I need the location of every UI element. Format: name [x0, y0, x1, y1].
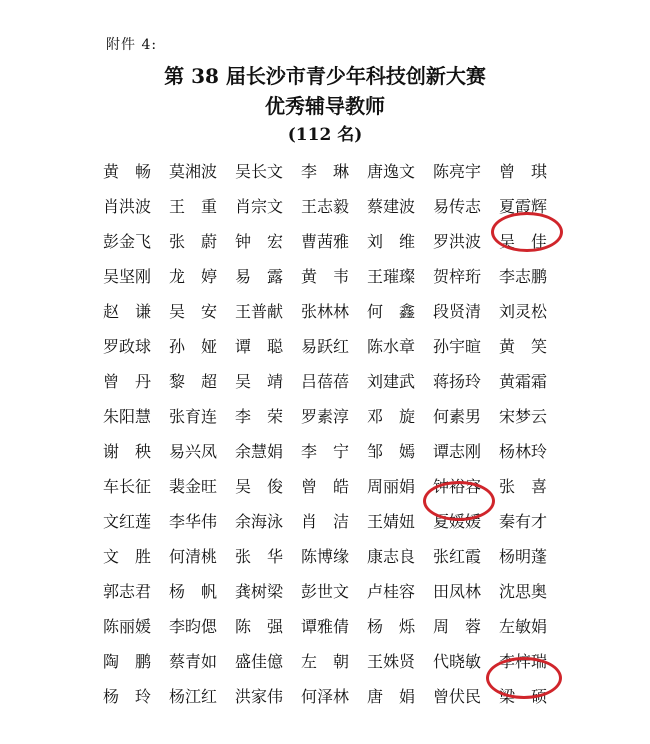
teacher-name: 余海泳	[235, 511, 284, 531]
teacher-name: 罗洪波	[433, 231, 482, 251]
teacher-name: 孙娅	[169, 336, 234, 356]
teacher-name: 夏霞辉	[499, 196, 548, 216]
teacher-name: 刘维	[367, 231, 432, 251]
teacher-name: 杨江红	[169, 686, 218, 706]
teacher-name: 洪家伟	[235, 686, 284, 706]
teacher-name: 曾丹	[103, 371, 168, 391]
teacher-name: 杨玲	[103, 686, 168, 706]
teacher-name: 蔡青如	[169, 651, 218, 671]
teacher-name: 邓旋	[367, 406, 432, 426]
teacher-name: 曾皓	[301, 476, 366, 496]
teacher-name: 卢桂容	[367, 581, 416, 601]
teacher-name: 沈思奥	[499, 581, 548, 601]
teacher-name: 唐逸文	[367, 161, 416, 181]
teacher-name: 田凤林	[433, 581, 482, 601]
teacher-name: 车长征	[103, 476, 152, 496]
teacher-name: 吴坚刚	[103, 266, 152, 286]
teacher-name: 何泽林	[301, 686, 350, 706]
teacher-name: 肖宗文	[235, 196, 284, 216]
teacher-name: 易露	[235, 266, 300, 286]
teacher-name: 何清桃	[169, 546, 218, 566]
teacher-name: 李志鹏	[499, 266, 548, 286]
teacher-name: 王志毅	[301, 196, 350, 216]
teacher-name: 李华伟	[169, 511, 218, 531]
teacher-name: 张喜	[499, 476, 564, 496]
teacher-name: 谭雅倩	[301, 616, 350, 636]
teacher-count: (112 名)	[287, 125, 363, 145]
teacher-name: 曾琪	[499, 161, 564, 181]
teacher-name: 李琳	[301, 161, 366, 181]
page-title: 第 38 届长沙市青少年科技创新大赛	[164, 64, 486, 88]
teacher-name: 王璀璨	[367, 266, 416, 286]
teacher-name: 李昀偲	[169, 616, 218, 636]
teacher-name: 杨帆	[169, 581, 234, 601]
teacher-name: 何素男	[433, 406, 482, 426]
teacher-name: 张华	[235, 546, 300, 566]
teacher-name: 谭志刚	[433, 441, 482, 461]
teacher-name: 杨林玲	[499, 441, 548, 461]
teacher-name: 肖洁	[301, 511, 366, 531]
teacher-name: 黄霜霜	[499, 371, 548, 391]
teacher-name: 张育连	[169, 406, 218, 426]
teacher-name: 谢秧	[103, 441, 168, 461]
teacher-name: 罗政球	[103, 336, 152, 356]
teacher-name: 盛佳億	[235, 651, 284, 671]
teacher-name: 罗素淳	[301, 406, 350, 426]
teacher-name: 吴安	[169, 301, 234, 321]
teacher-name: 王重	[169, 196, 234, 216]
teacher-name: 陈亮宇	[433, 161, 482, 181]
teacher-name: 左朝	[301, 651, 366, 671]
teacher-name: 陈丽媛	[103, 616, 152, 636]
teacher-name: 陈水章	[367, 336, 416, 356]
teacher-name-grid	[103, 154, 565, 714]
teacher-name: 龚树梁	[235, 581, 284, 601]
teacher-name: 秦有才	[499, 511, 548, 531]
teacher-name: 黄畅	[103, 161, 168, 181]
teacher-name: 张林林	[301, 301, 350, 321]
teacher-name: 谭聪	[235, 336, 300, 356]
teacher-name: 左敏娟	[499, 616, 548, 636]
teacher-name: 陈博缘	[301, 546, 350, 566]
teacher-name: 张红霞	[433, 546, 482, 566]
teacher-name: 王婧妞	[367, 511, 416, 531]
teacher-name: 周蓉	[433, 616, 498, 636]
teacher-name: 朱阳慧	[103, 406, 152, 426]
teacher-name: 龙婷	[169, 266, 234, 286]
teacher-name: 蒋扬玲	[433, 371, 482, 391]
teacher-name: 李荣	[235, 406, 300, 426]
teacher-name: 王姝贤	[367, 651, 416, 671]
teacher-name: 郭志君	[103, 581, 152, 601]
teacher-name: 钟裕容	[433, 476, 482, 496]
teacher-name: 裴金旺	[169, 476, 218, 496]
teacher-name: 李宁	[301, 441, 366, 461]
teacher-name: 段贤清	[433, 301, 482, 321]
page-subtitle: 优秀辅导教师	[265, 94, 385, 118]
teacher-name: 易传志	[433, 196, 482, 216]
teacher-name: 陶鹏	[103, 651, 168, 671]
attachment-label: 附件 4:	[106, 37, 158, 53]
teacher-name: 彭金飞	[103, 231, 152, 251]
teacher-name: 夏媛媛	[433, 511, 482, 531]
teacher-name: 黄韦	[301, 266, 366, 286]
teacher-name: 黄笑	[499, 336, 564, 356]
teacher-name: 何鑫	[367, 301, 432, 321]
teacher-name: 吴佳	[499, 231, 564, 251]
teacher-name: 曾伏民	[433, 686, 482, 706]
teacher-name: 易跃红	[301, 336, 350, 356]
teacher-name: 曹茜雅	[301, 231, 350, 251]
teacher-name: 文红莲	[103, 511, 152, 531]
teacher-name: 肖洪波	[103, 196, 152, 216]
teacher-name: 宋梦云	[499, 406, 548, 426]
teacher-name: 唐娟	[367, 686, 432, 706]
teacher-name: 陈强	[235, 616, 300, 636]
teacher-name: 吴俊	[235, 476, 300, 496]
teacher-name: 刘灵松	[499, 301, 548, 321]
teacher-name: 钟宏	[235, 231, 300, 251]
teacher-name: 康志良	[367, 546, 416, 566]
teacher-name: 贺梓珩	[433, 266, 482, 286]
teacher-name: 周丽娟	[367, 476, 416, 496]
teacher-name: 杨明蓬	[499, 546, 548, 566]
teacher-name: 黎超	[169, 371, 234, 391]
teacher-name: 莫湘波	[169, 161, 218, 181]
teacher-name: 李梓瑞	[499, 651, 548, 671]
teacher-name: 孙宇暄	[433, 336, 482, 356]
teacher-name: 邹嫣	[367, 441, 432, 461]
teacher-name: 易兴凤	[169, 441, 218, 461]
teacher-name: 吴长文	[235, 161, 284, 181]
teacher-name: 赵谦	[103, 301, 168, 321]
teacher-name: 代晓敏	[433, 651, 482, 671]
teacher-name: 文胜	[103, 546, 168, 566]
teacher-name: 张蔚	[169, 231, 234, 251]
teacher-name: 吕蓓蓓	[301, 371, 350, 391]
teacher-name: 彭世文	[301, 581, 350, 601]
teacher-name: 王普献	[235, 301, 284, 321]
teacher-name: 吴靖	[235, 371, 300, 391]
teacher-name: 杨烁	[367, 616, 432, 636]
teacher-name: 刘建武	[367, 371, 416, 391]
teacher-name: 余慧娟	[235, 441, 284, 461]
teacher-name: 梁硕	[499, 686, 564, 706]
teacher-name: 蔡建波	[367, 196, 416, 216]
